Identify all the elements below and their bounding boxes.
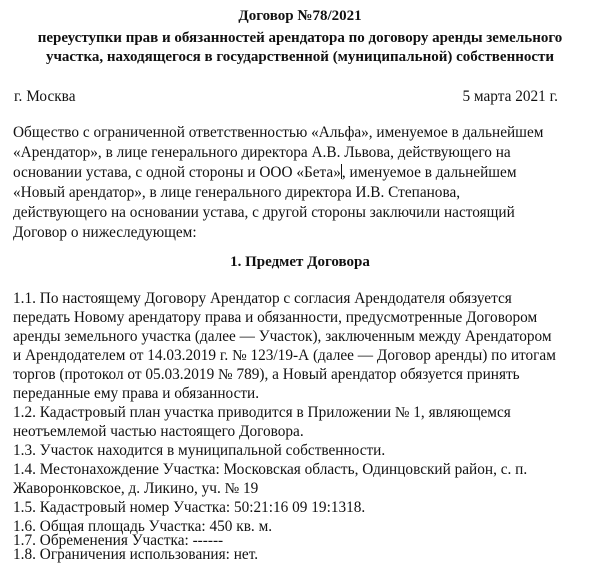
section-line: передать Новому арендатору права и обязанности, предусмотренные Договором	[13, 309, 538, 326]
preamble-line	[13, 164, 517, 182]
section-line: неотъемлемой частью настоящего Договора.	[13, 423, 304, 440]
section-line: 1.7. Обременения Участка: ------	[13, 532, 224, 549]
section-line: 1.8. Ограничения использования: нет.	[13, 546, 259, 563]
preamble-line-part: основании устава, с одной стороны и ООО «Бета»	[13, 164, 341, 181]
preamble-line: действующего на основании устава, с другой стороны заключили настоящий	[13, 204, 515, 221]
document-date: 5 марта 2021 г.	[462, 88, 558, 105]
section-heading: 1. Предмет Договора	[230, 254, 370, 270]
preamble-line-part: , именуемое в дальнейшем	[341, 164, 517, 181]
section-line: переданные ему права и обязанности.	[13, 385, 260, 402]
section-line: 1.6. Общая площадь Участка: 450 кв. м.	[13, 518, 273, 535]
preamble-line: «Новый арендатор», в лице генерального директора И.В. Степанова,	[13, 184, 461, 201]
section-line: 1.1. По настоящему Договору Арендатор с согласия Арендодателя обязуется	[13, 290, 512, 307]
document-subtitle-line-1: переуступки прав и обязанностей арендатора по договору аренды земельного	[37, 30, 563, 46]
section-line: 1.5. Кадастровый номер Участка: 50:21:16 09 19:1318.	[13, 499, 366, 516]
section-line: 1.3. Участок находится в муниципальной собственности.	[13, 442, 386, 459]
section-line: и Арендодателем от 14.03.2019 г. № 123/19-А (далее — Договор аренды) по итогам	[13, 347, 556, 364]
document-city: г. Москва	[14, 88, 76, 105]
section-line: 1.2. Кадастровый план участка приводится в Приложении № 1, являющемся	[13, 404, 511, 421]
document-subtitle-line-2: участка, находящегося в государственной (муниципальной) собственности	[45, 49, 555, 65]
document-title: Договор №78/2021	[238, 8, 362, 24]
preamble-line: «Арендатор», в лице генерального директора А.В. Львова, действующего на	[13, 144, 511, 161]
preamble-line: Договор о нижеследующем:	[13, 224, 197, 241]
section-line: торгов (протокол от 05.03.2019 № 789), а Новый арендатор обязуется принять	[13, 366, 520, 383]
section-line: аренды земельного участка (далее — Участок), заключенным между Арендатором	[13, 328, 552, 345]
preamble-line: Общество с ограниченной ответственностью «Альфа», именуемое в дальнейшем	[13, 124, 544, 141]
section-line: 1.4. Местонахождение Участка: Московская область, Одинцовский район, с. п.	[13, 461, 528, 478]
section-line: Жаворонковское, д. Ликино, уч. № 19	[13, 480, 259, 497]
